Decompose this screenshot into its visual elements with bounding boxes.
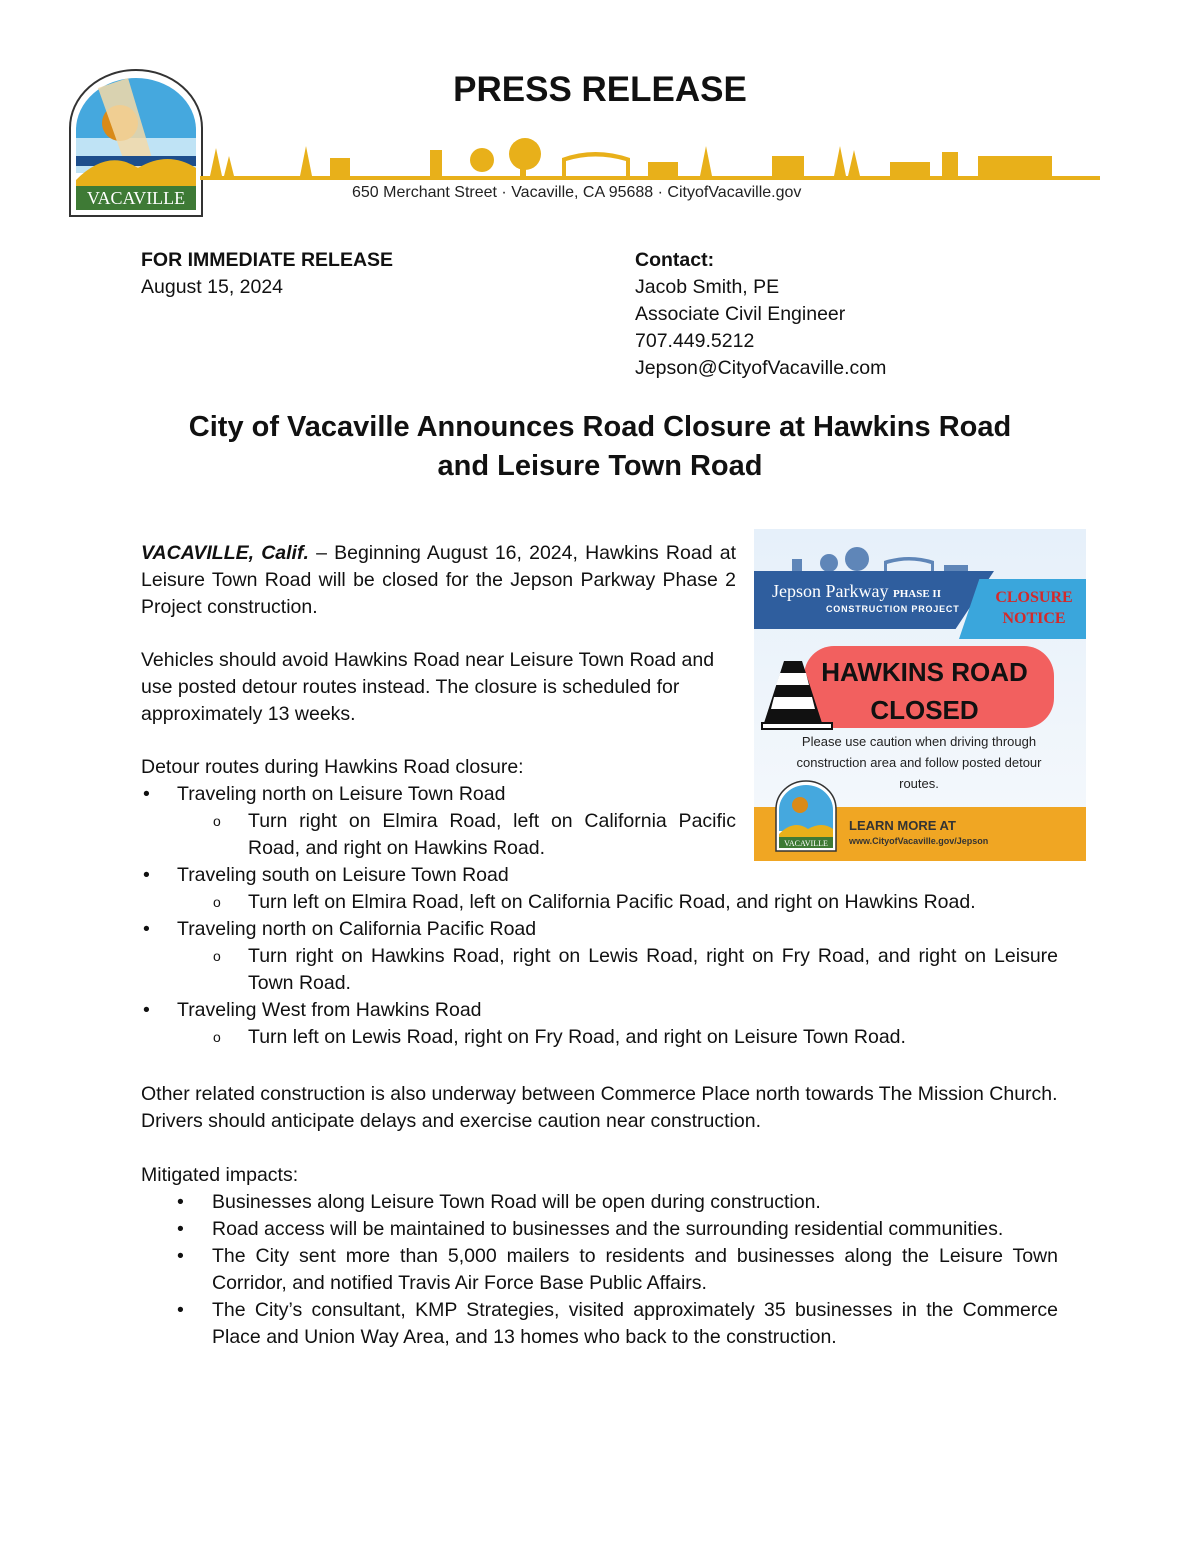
closure-notice-label (986, 587, 1082, 629)
detour-item: • Traveling north on Leisure Town Road (141, 781, 1058, 808)
mitigated-list (141, 1189, 1058, 1351)
page-title: PRESS RELEASE (453, 70, 747, 109)
caution-text: Please use caution when driving through construction area and follow posted detour routes. (796, 734, 1042, 791)
headline-line-2: and Leisure Town Road (437, 450, 763, 482)
mitigated-item: • Road access will be maintained to businesses and the surrounding residential communities. (141, 1216, 1058, 1243)
skyline-banner (200, 136, 1100, 181)
project-subtitle: CONSTRUCTION PROJECT (826, 604, 960, 614)
mitigated-section (141, 1162, 1058, 1351)
detour-item: • Traveling north on California Pacific Road (141, 916, 1058, 943)
vacaville-small-logo (774, 779, 838, 853)
related-construction-paragraph: Other related construction is also underway between Commerce Place north towards The Mission Church. Drivers should anticipate delays and exercise caution near construction. (141, 1083, 1058, 1132)
contact-title: Associate Civil Engineer (635, 303, 846, 325)
mitigated-item: • Businesses along Leisure Town Road will be open during construction. (141, 1189, 1058, 1216)
learn-more-url[interactable]: www.CityofVacaville.gov/Jepson (849, 836, 989, 846)
mitigated-item: • The City sent more than 5,000 mailers to residents and businesses along the Leisure Town Corridor, and notified Travis Air Force Base Public Affairs. (141, 1243, 1058, 1297)
logo-text: VACAVILLE (86, 188, 186, 208)
contact-phone: 707.449.5212 (635, 330, 755, 352)
intro-text: – Beginning August 16, 2024, Hawkins Road at Leisure Town Road will be closed for the Jepson Parkway Phase 2 Project construction. (141, 542, 736, 618)
release-info (141, 247, 393, 301)
detour-sub-item: o Turn right on Elmira Road, left on California Pacific Road, and right on Hawkins Road. (141, 808, 736, 862)
dateline: VACAVILLE, Calif. (141, 542, 309, 564)
closure-word: CLOSURE (995, 589, 1073, 606)
contact-info (635, 247, 886, 382)
headline (100, 408, 1100, 486)
notice-word: NOTICE (1002, 610, 1066, 627)
detour-sub-item: o Turn left on Elmira Road, left on California Pacific Road, and right on Hawkins Road. (141, 889, 1058, 916)
road-closed-text (812, 653, 1037, 729)
contact-name: Jacob Smith, PE (635, 276, 780, 298)
mitigated-item: • The City’s consultant, KMP Strategies, visited approximately 35 businesses in the Commerce Place and Union Way Area, and 13 homes who back to the construction. (141, 1297, 1058, 1351)
contact-label: Contact: (635, 249, 715, 271)
road-name: HAWKINS ROAD (821, 657, 1028, 687)
detour-item: • Traveling West from Hawkins Road (141, 997, 1058, 1024)
small-logo-text: VACAVILLE (784, 839, 828, 848)
mitigated-intro: Mitigated impacts: (141, 1164, 299, 1186)
intro-paragraph (141, 540, 736, 621)
release-label: FOR IMMEDIATE RELEASE (141, 249, 394, 271)
detour-intro: Detour routes during Hawkins Road closure: (141, 756, 524, 778)
closure-notice-graphic (754, 529, 1086, 861)
learn-more-label: LEARN MORE AT (849, 818, 956, 833)
detour-item: • Traveling south on Leisure Town Road (141, 862, 1058, 889)
closed-label: CLOSED (870, 695, 979, 725)
detour-sub-item: o Turn left on Lewis Road, right on Fry Road, and right on Leisure Town Road. (141, 1024, 1058, 1051)
release-date: August 15, 2024 (141, 276, 284, 298)
notice-skyline (754, 541, 1086, 575)
address: 650 Merchant Street · Vacaville, CA 95688 · CityofVacaville.gov (352, 184, 802, 201)
headline-line-1: City of Vacaville Announces Road Closure at Hawkins Road (188, 411, 1012, 443)
contact-email[interactable]: Jepson@CityofVacaville.com (635, 357, 887, 379)
detour-sub-item: o Turn right on Hawkins Road, right on Lewis Road, right on Fry Road, and right on Leisure Town Road. (141, 943, 1058, 997)
project-name: Jepson Parkway (772, 581, 889, 601)
phase-label: PHASE II (892, 588, 941, 600)
avoid-paragraph: Vehicles should avoid Hawkins Road near Leisure Town Road and use posted detour routes instead. The closure is scheduled for approximately 13 weeks. (141, 649, 715, 725)
